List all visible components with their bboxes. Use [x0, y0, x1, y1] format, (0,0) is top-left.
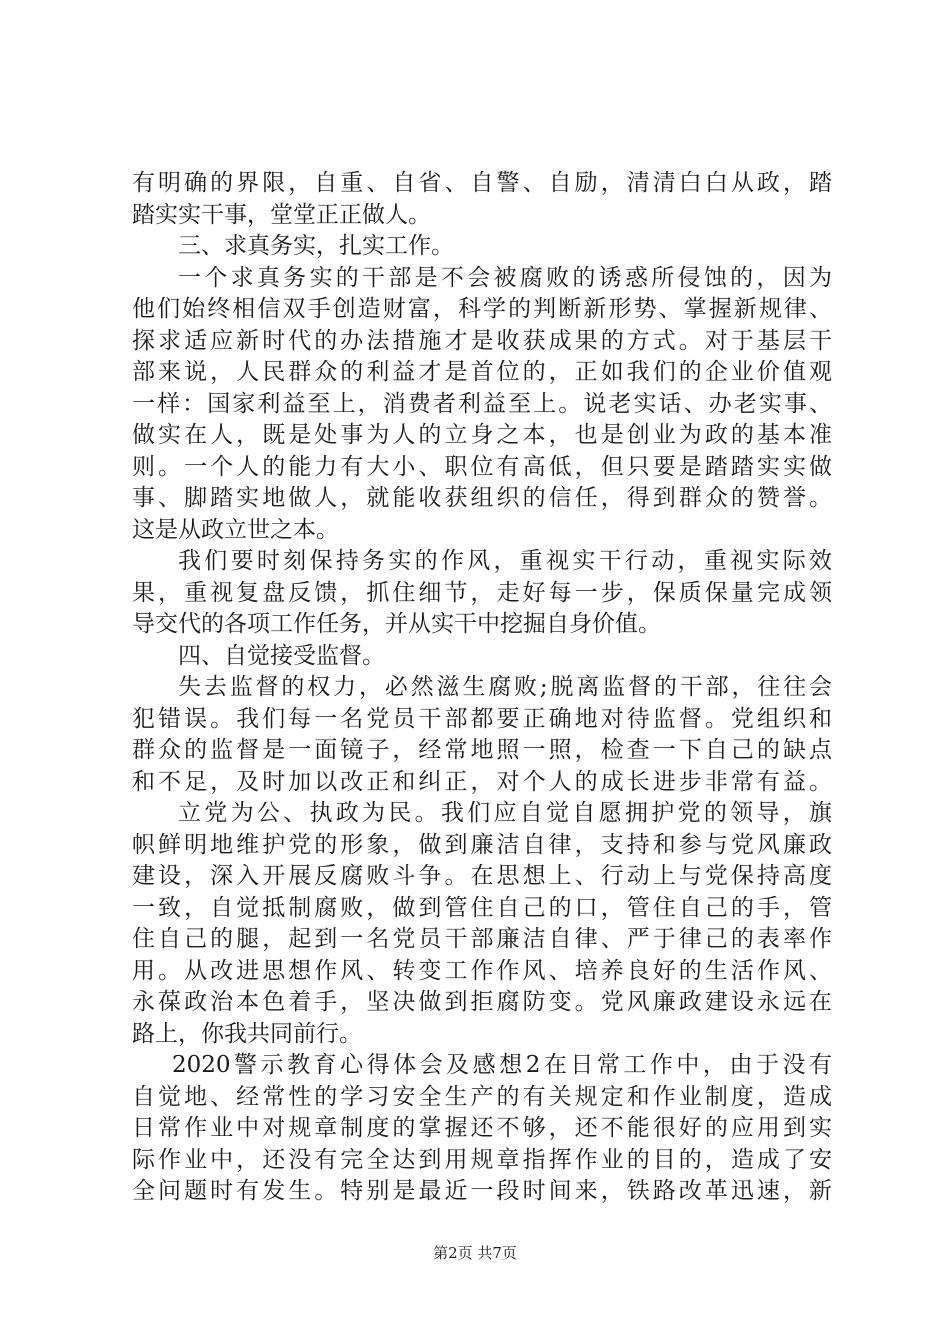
text-line: 立党为公、执政为民。我们应自觉自愿拥护党的领导，旗	[178, 800, 832, 826]
text-line: 部来说，人民群众的利益才是首位的，正如我们的企业价值观	[132, 359, 832, 385]
text-line: 自觉地、经常性的学习安全生产的有关规定和作业制度，造成	[132, 1083, 832, 1110]
text-line: 则。一个人的能力有大小、职位有高低，但只要是踏踏实实做	[132, 453, 832, 480]
text-line: 一样：国家利益至上，消费者利益至上。说老实话、办老实事、	[132, 390, 832, 417]
text-line: 住自己的腿，起到一名党员干部廉洁自律、严于律己的表率作	[132, 926, 832, 952]
text-line: 踏实实干事，堂堂正正做人。	[132, 201, 431, 228]
section-heading: 三、求真务实，扎实工作。	[178, 233, 454, 259]
text-line: 路上，你我共同前行。	[132, 1020, 362, 1047]
text-line: 我们要时刻保持务实的作风，重视实干行动，重视实际效	[178, 548, 832, 574]
text-line: 2020警示教育心得体会及感想2在日常工作中，由于没有	[172, 1052, 832, 1078]
text-line: 群众的监督是一面镜子，经常地照一照，检查一下自己的缺点	[132, 737, 832, 763]
text-line: 做实在人，既是处事为人的立身之本，也是创业为政的基本准	[132, 422, 832, 448]
text-line: 全问题时有发生。特别是最近一段时间来，铁路改革迅速，新	[132, 1178, 832, 1204]
page-number-footer: 第2页 共7页	[433, 1244, 517, 1262]
text-line: 事、脚踏实地做人，就能收获组织的信任，得到群众的赞誉。	[132, 485, 832, 511]
text-line: 有明确的界限，自重、自省、自警、自励，清清白白从政，踏	[132, 170, 832, 196]
section-heading: 四、自觉接受监督。	[178, 642, 385, 669]
text-line: 失去监督的权力，必然滋生腐败;脱离监督的干部，往往会	[178, 674, 832, 700]
text-line: 用。从改进思想作风、转变工作作风、培养良好的生活作风、	[132, 957, 832, 984]
document-body	[132, 168, 832, 1208]
text-line: 导交代的各项工作任务，并从实干中挖掘自身价值。	[132, 611, 661, 637]
text-line: 和不足，及时加以改正和纠正，对个人的成长进步非常有益。	[132, 768, 832, 795]
text-line: 他们始终相信双手创造财富，科学的判断新形势、掌握新规律、	[132, 296, 832, 322]
text-line: 帜鲜明地维护党的形象，做到廉洁自律，支持和参与党风廉政	[132, 831, 832, 858]
text-line: 犯错误。我们每一名党员干部都要正确地对待监督。党组织和	[132, 705, 832, 732]
text-line: 这是从政立世之本。	[132, 516, 339, 543]
text-line: 一致，自觉抵制腐败，做到管住自己的口，管住自己的手，管	[132, 894, 832, 921]
text-line: 日常作业中对规章制度的掌握还不够，还不能很好的应用到实	[132, 1115, 832, 1141]
text-line: 际作业中，还没有完全达到用规章指挥作业的目的，造成了安	[132, 1146, 832, 1173]
text-line: 果，重视复盘反馈，抓住细节，走好每一步，保质保量完成领	[132, 579, 832, 606]
text-line: 一个求真务实的干部是不会被腐败的诱惑所侵蚀的，因为	[178, 264, 832, 291]
text-line: 永葆政治本色着手，坚决做到拒腐防变。党风廉政建设永远在	[132, 989, 832, 1015]
text-line: 建设，深入开展反腐败斗争。在思想上、行动上与党保持高度	[132, 863, 832, 889]
text-line: 探求适应新时代的办法措施才是收获成果的方式。对于基层干	[132, 327, 832, 354]
